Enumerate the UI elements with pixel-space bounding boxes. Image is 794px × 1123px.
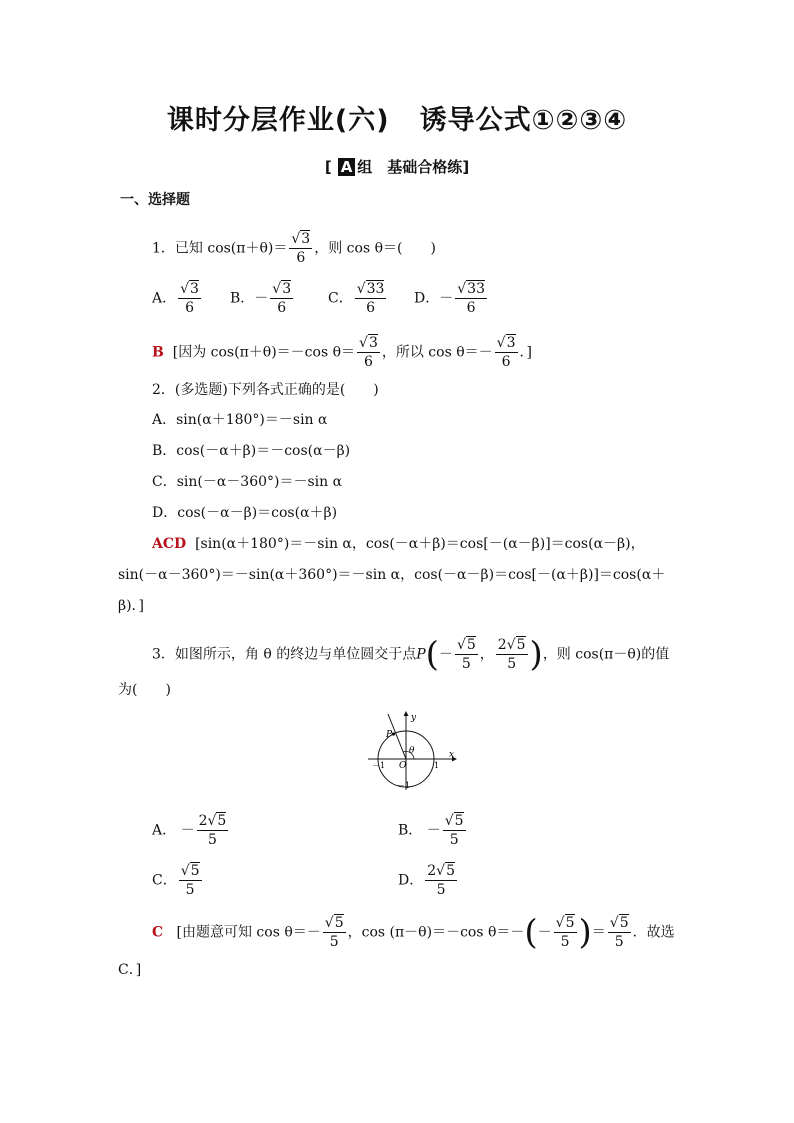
q2-option-a: A．sin(α＋180°)＝－sin α	[152, 412, 328, 428]
q3-option-c: C． $\frac{√5}{5}$	[152, 863, 200, 898]
group-label: 组 基础合格练	[357, 158, 463, 176]
q1-option-d: D．－ $\frac{√33}{6}$	[414, 281, 485, 316]
q3-stem: 3．如图所示，角 θ 的终边与单位圆交于点P(－ $\frac{√5}{5}$ ， $\frac{2√5}{5}$ )，则 cos(π－θ)的值	[152, 634, 670, 675]
unit-circle-figure	[360, 708, 460, 792]
q3-explanation-cont: C．]	[118, 962, 142, 978]
q1-option-b: B．－ $\frac{√3}{6}$	[230, 281, 292, 316]
figure-label-y: y	[411, 713, 417, 723]
q2-option-d: D．cos(－α－β)＝cos(α＋β)	[152, 505, 338, 521]
bracket-open: [	[324, 158, 332, 176]
q1-stem-tail: ，则 cos θ＝( )	[314, 240, 436, 257]
q3-option-a: A． － $\frac{2√5}{5}$	[152, 813, 227, 848]
group-letter-badge: A	[338, 158, 356, 176]
q2-explanation-2: sin(－α－360°)＝－sin(α＋360°)＝－sin α，cos(－α－β)＝cos[－(α＋β)]＝cos(α＋	[118, 567, 666, 583]
q2-stem: 2．(多选题)下列各式正确的是( )	[152, 382, 379, 398]
figure-label-neg1-x: －1	[372, 761, 386, 770]
q3-option-b: B． － $\frac{√5}{5}$	[398, 813, 464, 848]
title-topic: 诱导公式①②③④	[419, 105, 628, 136]
figure-label-neg1-y: －1	[397, 781, 411, 790]
q1-frac: $\frac{√3}{6}$	[291, 231, 311, 266]
figure-label-o: O	[399, 761, 407, 771]
q3-option-d: D． $\frac{2√5}{5}$	[398, 863, 455, 898]
group-header	[0, 156, 794, 177]
q3-answer: C	[152, 924, 164, 941]
bracket-close: ]	[462, 158, 470, 176]
q1-answer: B	[152, 344, 164, 361]
page-title	[0, 98, 794, 137]
q1-stem-text: 1．已知 cos(π＋θ)＝	[152, 240, 288, 257]
q1-option-a: A． $\frac{√3}{6}$	[152, 281, 199, 316]
q1-stem	[152, 230, 436, 267]
figure-label-p: P	[386, 730, 393, 740]
figure-label-pos1-x: 1	[434, 761, 440, 770]
q1-explanation: B [因为 cos(π＋θ)＝－cos θ＝ $\frac{√3}{6}$ ，所以 cos θ＝－ $\frac{√3}{6}$ ．]	[152, 335, 532, 370]
q3-stem-cont: 为( )	[118, 682, 171, 698]
q2-option-c: C．sin(－α－360°)＝－sin α	[152, 474, 343, 490]
q1-option-c: C． $\frac{√33}{6}$	[328, 281, 385, 316]
q3-explanation: C [由题意可知 cos θ＝－ $\frac{√5}{5}$ ，cos (π－θ)＝－cos θ＝－(－ $\frac{√5}{5}$ )＝ $\frac{√5}{5}$ ．故选	[152, 912, 675, 953]
q2-explanation-1: ACD [sin(α＋180°)＝－sin α，cos(－α＋β)＝cos[－(α－β)]＝cos(α－β)，	[152, 536, 645, 552]
section-heading: 一、选择题	[120, 192, 190, 208]
figure-label-x: x	[449, 750, 455, 760]
title-main: 课时分层作业(六)	[166, 105, 390, 136]
q2-explanation-3: β)．]	[118, 598, 145, 614]
q2-answer: ACD	[152, 536, 187, 552]
q2-option-b: B．cos(－α＋β)＝－cos(α－β)	[152, 443, 351, 459]
figure-label-theta: θ	[409, 746, 415, 756]
